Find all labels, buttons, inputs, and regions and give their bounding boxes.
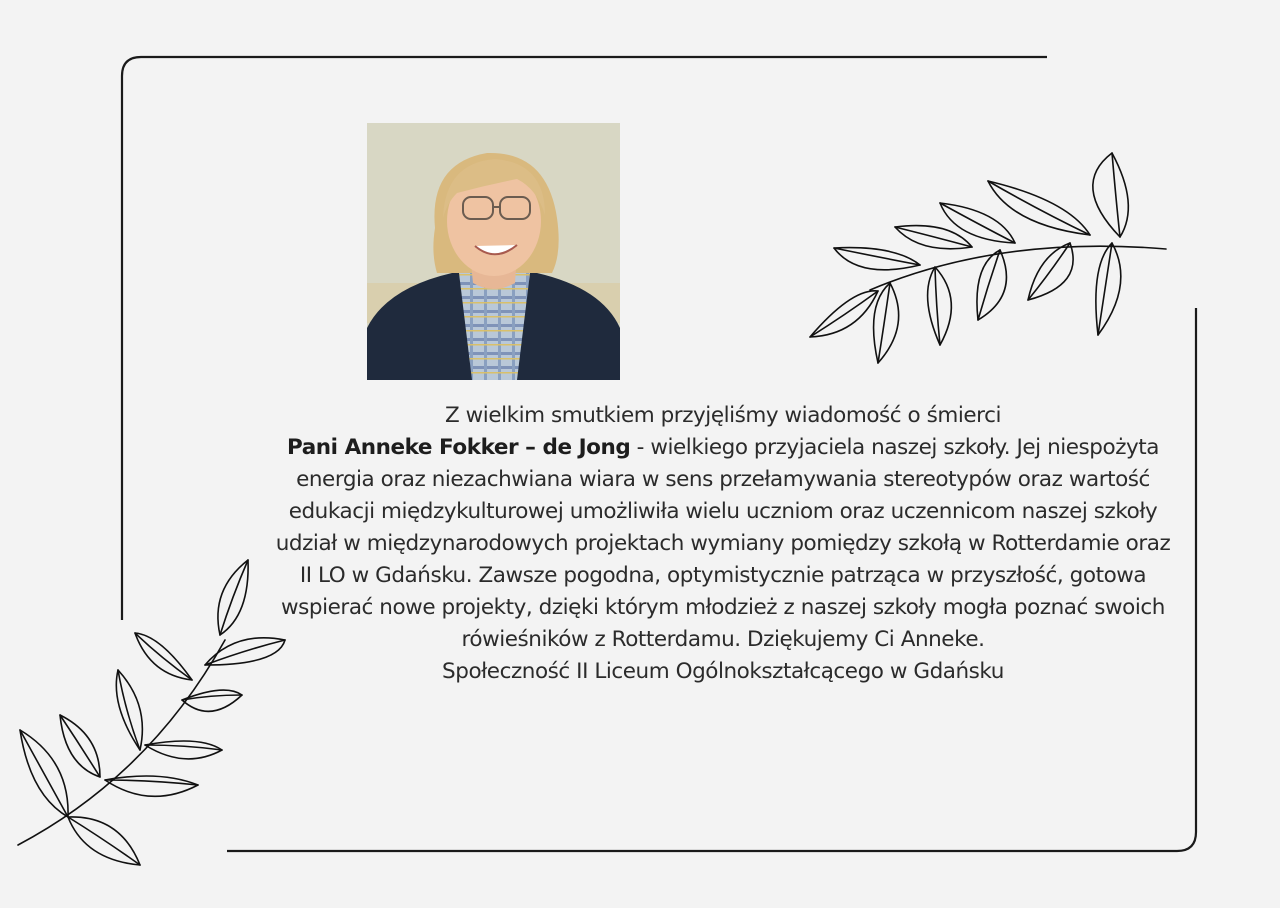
- opening-line: Z wielkim smutkiem przyjęliśmy wiadomość o śmierci: [445, 403, 1001, 428]
- leaf-branch-bottom-left-icon: [10, 555, 300, 875]
- tribute-paragraph: [268, 432, 1178, 656]
- tribute-text: - wielkiego przyjaciela naszej szkoły. Jej niespożyta energia oraz niezachwiana wiara w sens przełamywania stereotypów oraz wartość edukacji międzykulturowej umożliwiła wielu uczniom oraz uczennicom naszej szkoły udział w międzynarodowych projektach wymiany pomiędzy szkołą w Rotterdamie oraz II LO w Gdańsku. Zawsze pogodna, optymistycznie patrząca w przyszłość, gotowa wspierać nowe projekty, dzięki którym młodzież z naszej szkoły mogła poznać swoich rówieśników z Rotterdamu. Dziękujemy Ci Anneke.: [275, 435, 1171, 652]
- portrait-photo: [367, 123, 620, 380]
- person-name: Pani Anneke Fokker – de Jong: [286, 435, 631, 460]
- leaf-branch-top-right-icon: [800, 145, 1180, 375]
- memorial-message: [268, 400, 1178, 688]
- signature-line: Społeczność II Liceum Ogólnokształcącego w Gdańsku: [442, 659, 1004, 684]
